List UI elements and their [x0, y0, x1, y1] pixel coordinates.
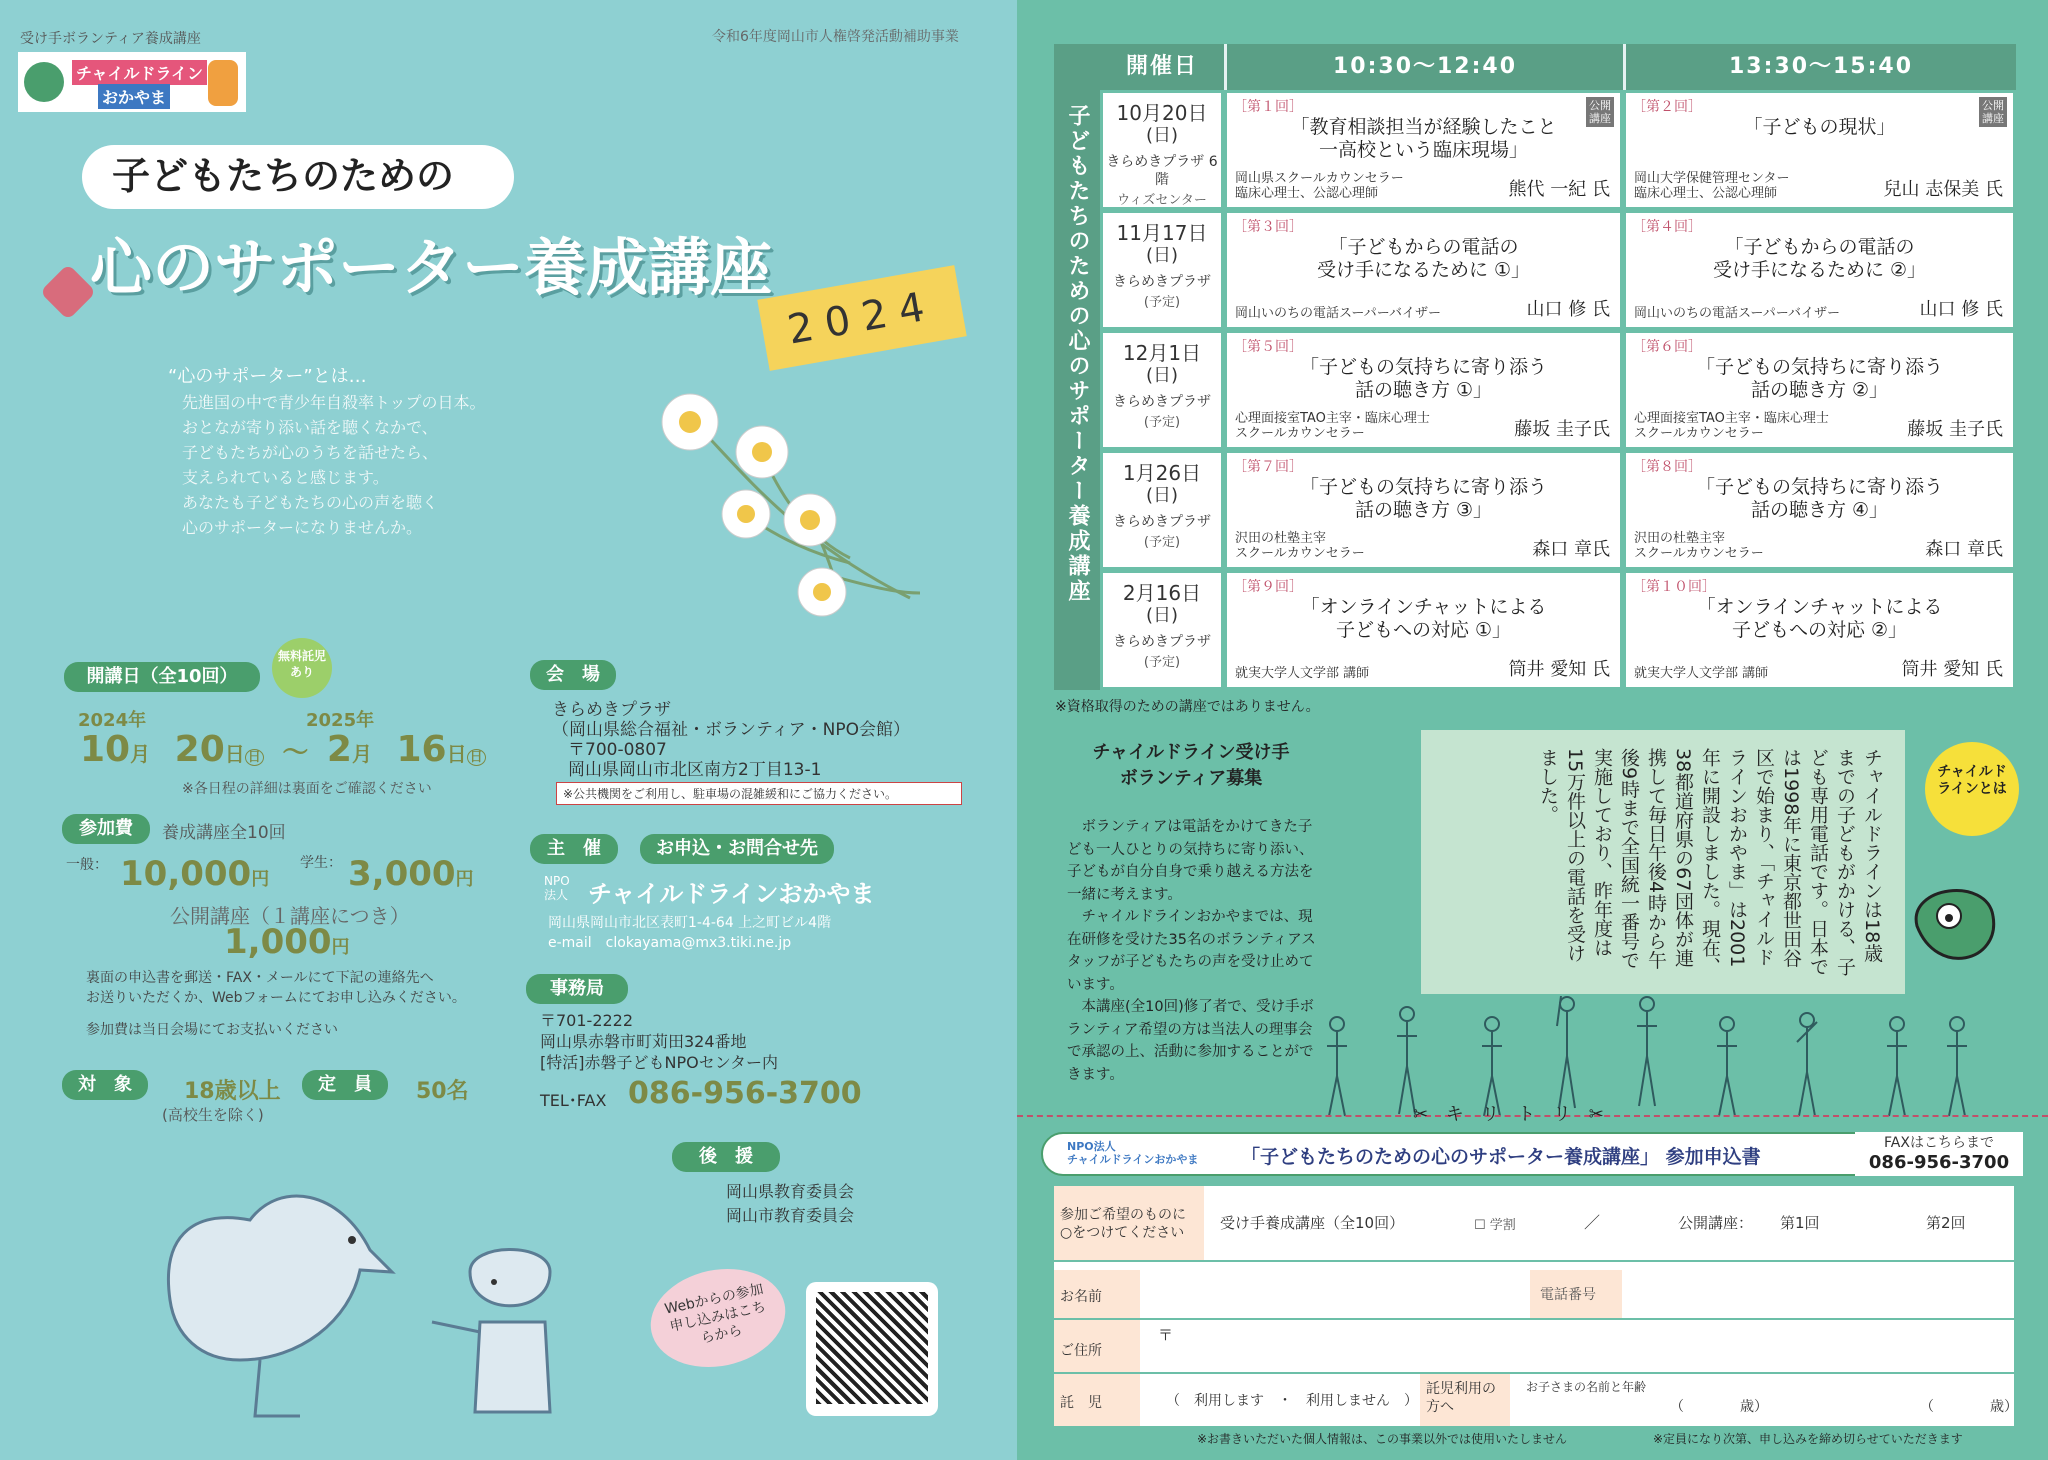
schedule-venue: きらめきプラザ [1113, 634, 1211, 650]
public-badge: 公開講座 [1586, 97, 1614, 127]
public-course-label: 公開講座： [1678, 1214, 1754, 1232]
speaker-name: 熊代 一紀 氏 [1508, 179, 1610, 200]
student-discount-checkbox[interactable]: ☐ 学割 [1474, 1218, 1516, 1233]
schedule-table [1054, 44, 2016, 690]
schedule-weekday: (日) [1145, 605, 1179, 626]
student-fee [348, 854, 474, 894]
schedule-date: 12月1日 [1122, 341, 1202, 365]
form-npo-label: NPO法人 [1067, 1140, 1116, 1153]
capacity-value: 50名 [416, 1079, 469, 1104]
month-unit: 月 [351, 742, 372, 766]
target-value: 18歳以上 [184, 1079, 281, 1104]
childcare-options[interactable]: （ 利用します ・ 利用しません ） [1166, 1393, 1418, 1409]
form-title: 「子どもたちのための心のサポーター養成講座」 参加申込書 [1241, 1146, 1761, 1168]
fee-label: 参加費 [62, 814, 150, 844]
session-title: 「教育相談担当が経験したこと 一高校という臨床現場」 [1290, 116, 1557, 161]
end-day: 16 [396, 729, 447, 770]
session-cell [1224, 330, 1623, 450]
yen-unit: 円 [455, 869, 474, 890]
child-age-1[interactable]: （ 歳） [1670, 1399, 1768, 1415]
session-number: ［第８回］ [1632, 459, 1702, 475]
heart-icon [40, 264, 97, 321]
year-end: 2025年 [306, 710, 375, 731]
speaker-name: 森口 章氏 [1532, 539, 1610, 560]
web-bubble: Webからの参加申し込みはこちらから [642, 1257, 795, 1379]
session-number: ［第５回］ [1233, 339, 1303, 355]
office-zip: 〒701-2222 [540, 1011, 634, 1030]
end-month: 2 [326, 729, 352, 770]
supporter: 岡山市教育委員会 [726, 1206, 855, 1225]
bird-illustration [140, 1170, 400, 1420]
qr-code[interactable] [806, 1282, 938, 1416]
fee-note: 裏面の申込書を郵送・FAX・メールにて下記の連絡先へ [86, 970, 434, 986]
recruit-title [1083, 740, 1299, 792]
speaker-affiliation: 心理面接室TAO主宰・臨床心理士 スクールカウンセラー [1634, 411, 1829, 441]
student-fee-value: 3,000 [348, 854, 456, 894]
student-label: 学生： [300, 855, 342, 871]
office-label: 事務局 [526, 974, 628, 1004]
office-tel: 086-956-3700 [628, 1076, 862, 1111]
childcare-use-label: 託児利用の方へ [1420, 1374, 1510, 1426]
about-box [1421, 730, 1905, 994]
fax-box [1855, 1132, 2023, 1176]
schedule-venue: きらめきプラザ [1113, 514, 1211, 530]
year-start: 2024年 [78, 710, 147, 731]
fax-label: FAXはこちらまで [1884, 1135, 1994, 1151]
venue-label: 会 場 [530, 660, 616, 690]
intro-text [182, 390, 486, 540]
fee-note: 参加費は当日会場にてお支払いください [86, 1022, 338, 1038]
public-fee-value: 1,000 [224, 922, 332, 962]
title-line2: 心のサポーター養成講座 [90, 231, 773, 304]
form-header [1041, 1132, 1895, 1176]
schedule-date-cell [1100, 90, 1224, 210]
schedule-date-cell [1100, 450, 1224, 570]
session-number: ［第２回］ [1632, 99, 1702, 115]
session-cell [1224, 90, 1623, 210]
session-number: ［第１０回］ [1632, 579, 1716, 595]
session-cell [1224, 570, 1623, 690]
cut-label: ✂ キ リ ト リ ✂ [1413, 1104, 1610, 1125]
course-label: 参加ご希望のものに○をつけてください [1054, 1186, 1204, 1260]
office-org: [特活]赤磐子どもNPOセンター内 [540, 1053, 779, 1072]
dates-note: ※各日程の詳細は裏面をご確認ください [182, 781, 432, 797]
date-range [80, 728, 486, 780]
name-row [1054, 1270, 2014, 1320]
chamomile-illustration [650, 388, 930, 628]
fee-course: 養成講座全10回 [162, 823, 286, 843]
schedule-date-cell [1100, 330, 1224, 450]
office-tel-label: TEL･FAX [540, 1091, 607, 1110]
address-row [1054, 1320, 2014, 1374]
form-npo [1067, 1140, 1198, 1166]
public-fee [224, 922, 350, 962]
about-text: チャイルドラインは18歳までの子どもがかける、子ども専用電話です。日本では1998年に東京都世田谷区で始まり、「チャイルドラインおかやま」は2001年に開設しました。現在、38都道府県の67団体が連携して毎日午後4時から午後9時まで全国統一番号で実施しており、昨年度は15万件以上の電話を受けました。 [1537, 748, 1883, 976]
host-address: 岡山県岡山市北区表町1-4-64 上之町ビル4階 [548, 915, 832, 931]
speaker-affiliation: 就実大学人文学部 講師 [1634, 666, 1769, 681]
host-name: チャイルドラインおかやま [588, 880, 875, 908]
schedule-date: 11月17日 [1116, 221, 1208, 245]
about-badge: チャイルドラインとは [1925, 742, 2019, 836]
venue-sub: （岡山県総合福祉・ボランティア・NPO会館） [552, 720, 910, 740]
schedule-sidebar [1054, 44, 1100, 690]
childcare-row [1054, 1374, 2018, 1426]
schedule-weekday: (日) [1145, 485, 1179, 506]
schedule-date: 1月26日 [1122, 461, 1202, 485]
speaker-affiliation: 岡山いのちの電話スーパーバイザー [1634, 306, 1841, 321]
speaker-affiliation: 岡山いのちの電話スーパーバイザー [1235, 306, 1442, 321]
session-cell [1623, 330, 2016, 450]
schedule-venue-note: ウィズセンター [1117, 193, 1207, 208]
public-fee-label: 公開講座（１講座につき） [170, 904, 410, 928]
session-title: 「子どもの気持ちに寄り添う 話の聴き方 ④」 [1695, 476, 1943, 521]
dates-label: 開講日（全10回） [64, 662, 260, 692]
session-number: ［第９回］ [1233, 579, 1303, 595]
general-fee [120, 854, 269, 894]
schedule-weekday: (日) [1145, 125, 1179, 146]
start-month: 10 [80, 729, 131, 770]
office-info [540, 1010, 778, 1073]
schedule-date-cell [1100, 210, 1224, 330]
capacity-label: 定 員 [302, 1070, 388, 1100]
col-pm-header: 13:30〜15:40 [1626, 44, 2016, 90]
course-option[interactable]: 受け手養成講座（全10回） [1220, 1214, 1405, 1232]
session-title: 「子どもの気持ちに寄り添う 話の聴き方 ③」 [1299, 476, 1547, 521]
intro-heading: “心のサポーター”とは… [168, 366, 367, 387]
support-list [726, 1180, 854, 1228]
free-childcare-badge: 無料託児あり [272, 638, 332, 698]
speaker-name: 森口 章氏 [1925, 539, 2003, 560]
schedule-weekday: (日) [1145, 245, 1179, 266]
speaker-affiliation: 沢田の杜塾主宰 スクールカウンセラー [1634, 531, 1764, 561]
tel-label: 電話番号 [1530, 1270, 1622, 1318]
schedule-date: 2月16日 [1122, 581, 1202, 605]
session-title: 「オンラインチャットによる 子どもへの対応 ②」 [1696, 596, 1943, 641]
schedule-venue-note: (予定) [1143, 655, 1181, 670]
venue-name: きらめきプラザ [552, 700, 671, 720]
session-number: ［第４回］ [1632, 219, 1702, 235]
speaker-affiliation: 岡山大学保健管理センター 臨床心理士、公認心理師 [1634, 171, 1790, 201]
venue-note: ※公共機関をご利用し、駐車場の混雑緩和にご協力ください。 [556, 782, 962, 805]
venue-info [552, 700, 910, 780]
schedule-date: 10月20日 [1116, 101, 1208, 125]
month-unit: 月 [130, 742, 151, 766]
intro-line: 先進国の中で青少年自殺率トップの日本。 [182, 393, 486, 412]
logo-text-1: チャイルドライン [72, 60, 207, 85]
start-day: 20 [174, 729, 225, 770]
tilde: ～ [282, 738, 309, 768]
character-icon [208, 60, 238, 106]
session-title: 「子どもの気持ちに寄り添う 話の聴き方 ①」 [1299, 356, 1547, 401]
child-age-2[interactable]: （ 歳） [1920, 1399, 2018, 1415]
wday-mark: 日 [467, 749, 486, 766]
intro-line: 支えられていると感じます。 [182, 468, 389, 487]
contact-label: お申込・お問合せ先 [640, 834, 834, 864]
intro-line: 心のサポーターになりませんか。 [182, 518, 423, 537]
logo-text-2: おかやま [98, 84, 170, 109]
schedule-weekday: (日) [1145, 365, 1179, 386]
sidebar-text: 子どもたちのための心のサポーター養成講座 [1065, 104, 1090, 604]
public-second-option[interactable]: 第2回 [1926, 1214, 1966, 1232]
venue-zip: 〒700-0807 [568, 740, 667, 760]
schedule-note: ※資格取得のための講座ではありません。 [1055, 699, 1320, 715]
general-label: 一般： [66, 857, 108, 873]
recruit-body: ボランティアは電話をかけてきた子ども一人ひとりの気持ちに寄り添い、子どもが自分自身で乗り越える方法を一緒に考えます。 チャイルドラインおかやまでは、現在研修を受けた35名のボランティアスタッフが子どもたちの声を受け止めています。 本講座(全10回)修了者で、受け手ボランティア希望の方は当法人の理事会で承認の上、活動に参加することができます。 [1067, 819, 1316, 1083]
course-row [1054, 1186, 2014, 1262]
speaker-name: 山口 修 氏 [1526, 299, 1610, 320]
speaker-affiliation: 就実大学人文学部 講師 [1235, 666, 1370, 681]
speaker-name: 筒井 愛知 氏 [1901, 659, 2003, 680]
public-badge: 公開講座 [1979, 97, 2007, 127]
child-illustration [430, 1232, 580, 1422]
intro-line: 子どもたちが心のうちを話せたら、 [182, 443, 439, 462]
address-zip: 〒 [1158, 1326, 1174, 1344]
address-field[interactable] [1144, 1324, 2004, 1370]
tel-field[interactable] [1626, 1274, 2006, 1314]
recruit-title-1: チャイルドライン受け手 [1092, 742, 1290, 763]
speaker-affiliation: 心理面接室TAO主宰・臨床心理士 スクールカウンセラー [1235, 411, 1430, 441]
session-cell [1623, 450, 2016, 570]
general-fee-value: 10,000 [120, 854, 252, 894]
fax-number: 086-956-3700 [1868, 1152, 2010, 1173]
schedule-venue: きらめきプラザ [1113, 274, 1211, 290]
schedule-venue-note: (予定) [1143, 295, 1181, 310]
session-title: 「子どもからの電話の 受け手になるために ①」 [1316, 236, 1531, 281]
title-line1: 子どもたちのための [112, 154, 455, 198]
session-number: ［第３回］ [1233, 219, 1303, 235]
application-form [1054, 1186, 2018, 1426]
speaker-name: 藤坂 圭子氏 [1907, 419, 2003, 440]
host-label: 主 催 [530, 834, 618, 864]
qr-pattern [816, 1292, 928, 1404]
session-number: ［第７回］ [1233, 459, 1303, 475]
office-address: 岡山県赤磐市町苅田324番地 [540, 1032, 747, 1051]
yen-unit: 円 [331, 937, 350, 958]
npo-mark: NPO法人 [544, 874, 570, 902]
speaker-name: 藤坂 圭子氏 [1514, 419, 1610, 440]
form-org-label: チャイルドラインおかやま [1067, 1153, 1199, 1166]
session-cell [1224, 210, 1623, 330]
speaker-affiliation: 沢田の杜塾主宰 スクールカウンセラー [1235, 531, 1365, 561]
schedule-date-cell [1100, 570, 1224, 690]
mascot-icon [24, 62, 64, 102]
deadline-note: ※定員になり次第、申し込みを締め切らせていただきます [1653, 1432, 1963, 1446]
schedule-venue: きらめきプラザ 6階 [1106, 154, 1218, 188]
intro-line: おとなが寄り添い話を聴くなかで、 [182, 418, 438, 437]
intro-line: あなたも子どもたちの心の声を聴く [182, 493, 439, 512]
col-date-header: 開催日 [1100, 44, 1224, 90]
childline-logo [18, 52, 246, 112]
name-label: お名前 [1054, 1270, 1140, 1318]
slash: ／ [1584, 1213, 1601, 1232]
address-label: ご住所 [1054, 1320, 1140, 1372]
session-title: 「子どもの現状」 [1743, 116, 1896, 138]
supporter: 岡山県教育委員会 [726, 1182, 855, 1201]
speaker-name: 筒井 愛知 氏 [1508, 659, 1610, 680]
session-title: 「オンラインチャットによる 子どもへの対応 ①」 [1300, 596, 1547, 641]
public-first-option[interactable]: 第1回 [1780, 1214, 1820, 1232]
subsidy-label: 令和6年度岡山市人権啓発活動補助事業 [712, 29, 959, 45]
childcare-label: 託 児 [1054, 1374, 1140, 1426]
session-title: 「子どもからの電話の 受け手になるために ②」 [1712, 236, 1927, 281]
host-email: e-mail clokayama@mx3.tiki.ne.jp [548, 935, 792, 951]
year-sticker: 2024 [757, 265, 966, 371]
fee-notes [86, 968, 466, 1040]
day-unit: 日 [224, 742, 245, 766]
child-info-label: お子さまの名前と年齢 [1526, 1380, 1647, 1394]
name-field[interactable] [1144, 1274, 1584, 1314]
program-label: 受け手ボランティア養成講座 [20, 31, 201, 47]
target-label: 対 象 [62, 1070, 148, 1100]
col-am-header: 10:30〜12:40 [1227, 44, 1623, 90]
session-number: ［第６回］ [1632, 339, 1702, 355]
yen-unit: 円 [251, 869, 270, 890]
fee-note: お送りいただくか、Webフォームにてお申し込みください。 [86, 990, 466, 1006]
speaker-name: 山口 修 氏 [1919, 299, 2003, 320]
speaker-affiliation: 岡山県スクールカウンセラー 臨床心理士、公認心理師 [1235, 171, 1404, 201]
session-cell [1224, 450, 1623, 570]
session-cell [1623, 210, 2016, 330]
target-sub: (高校生を除く) [162, 1106, 264, 1124]
session-number: ［第１回］ [1233, 99, 1303, 115]
wday-mark: 日 [245, 749, 264, 766]
speaker-name: 兒山 志保美 氏 [1883, 179, 2003, 200]
front-page [0, 0, 1017, 1460]
schedule-venue-note: (予定) [1143, 415, 1181, 430]
session-title: 「子どもの気持ちに寄り添う 話の聴き方 ②」 [1695, 356, 1943, 401]
mascot-illustration [1897, 866, 2007, 986]
session-cell [1623, 90, 2016, 210]
back-page [1017, 0, 2048, 1460]
day-unit: 日 [446, 742, 467, 766]
venue-address: 岡山県岡山市北区南方2丁目13-1 [568, 760, 822, 780]
schedule-venue: きらめきプラザ [1113, 394, 1211, 410]
support-label: 後 援 [672, 1142, 780, 1172]
session-cell [1623, 570, 2016, 690]
recruit-title-2: ボランティア募集 [1119, 768, 1263, 789]
schedule-venue-note: (予定) [1143, 535, 1181, 550]
privacy-note: ※お書きいただいた個人情報は、この事業以外では使用いたしません [1197, 1432, 1568, 1446]
